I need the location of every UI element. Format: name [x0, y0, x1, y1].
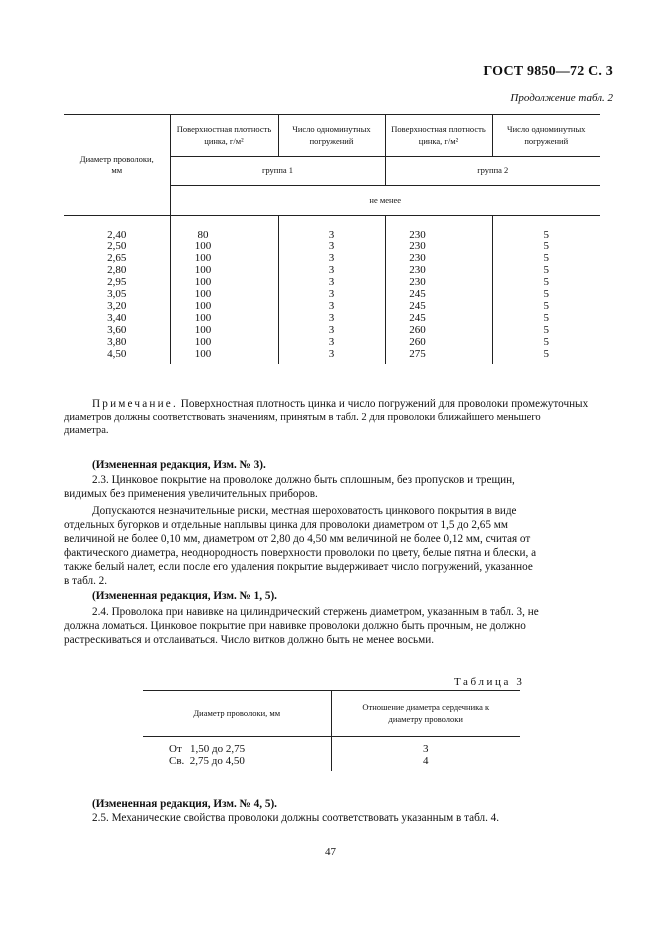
col-header-immersions-2: Число одноминутных погружений — [492, 115, 600, 157]
cell-diameter: 2,95 — [64, 277, 170, 289]
edit-note-2: (Измененная редакция, Изм. № 1, 5). — [92, 590, 277, 602]
p-allowed-line-3: величиной не более 0,10 мм, диаметром от 2,80 до 4,50 мм величиной не более 0,12 мм, считая от — [64, 533, 531, 545]
cell-immersions-1: 3 — [278, 230, 385, 242]
p-allowed-line-6: в табл. 2. — [64, 575, 108, 587]
cell-immersions-1: 3 — [278, 325, 385, 337]
cell-immersions-2: 5 — [543, 228, 549, 241]
cell-immersions-1: 3 — [278, 289, 385, 301]
cell-density-2: 230 — [385, 265, 492, 277]
p-allowed-line-5: также белый налет, если после его удаления покрытие выдерживает число погружений, указанное — [64, 561, 533, 573]
cell-diameter: 2,65 — [64, 253, 170, 265]
cell-density-1: 100 — [170, 301, 278, 313]
p24-line-2: должна ломаться. Цинковое покрытие при навивке проволоки должно быть прочным, не должно — [64, 620, 526, 632]
note-line-2: диаметров должны соответствовать значениям, принятым в табл. 2 для проволоки ближайшего меньшего — [64, 412, 541, 423]
cell-immersions-1: 3 — [278, 301, 385, 313]
cell-density-1: 100 — [170, 289, 278, 301]
table-row — [143, 755, 520, 767]
table-row — [64, 337, 600, 349]
cell-diameter: 4,50 — [64, 349, 170, 361]
note-label: Примечание. — [92, 398, 178, 410]
cell-density-2: 245 — [385, 313, 492, 325]
cell-diameter: 2,80 — [64, 265, 170, 277]
col-header-immersions-1: Число одноминутных погружений — [278, 115, 385, 157]
cell-immersions-2: 5 — [543, 347, 549, 360]
cell-density-1: 100 — [170, 349, 278, 361]
cell-immersions-1: 3 — [278, 313, 385, 325]
group-2-header: группа 2 — [385, 157, 600, 186]
cell-density-2: 245 — [385, 289, 492, 301]
min-value-header: не менее — [170, 186, 600, 216]
cell-immersions-2: 5 — [543, 288, 549, 301]
cell-density-2: 230 — [385, 241, 492, 253]
table-3 — [143, 690, 520, 771]
cell-density-1: 100 — [170, 253, 278, 265]
table-row — [64, 325, 600, 337]
cell-density-1: 80 — [170, 230, 278, 242]
p25: 2.5. Механические свойства проволоки должны соответствовать указанным в табл. 4. — [92, 812, 500, 824]
cell-immersions-2: 5 — [543, 311, 549, 324]
cell-density-2: 230 — [385, 253, 492, 265]
p-allowed-line-2: отдельных бугорков и отдельные наплывы цинка для проволоки диаметром от 1,5 до 2,65 мм — [64, 519, 508, 531]
cell-immersions-1: 3 — [278, 349, 385, 361]
table-row — [143, 743, 520, 755]
p-allowed-line-1: Допускаются незначительные риски, местная шероховатость цинкового покрытия в виде — [92, 505, 517, 517]
cell-diameter: 3,80 — [64, 337, 170, 349]
note-line-1: Примечание. Поверхностная плотность цинка и число погружений для проволоки промежуточных — [92, 398, 589, 410]
t3-cell-diameter: Св. 2,75 до 4,50 — [143, 755, 331, 767]
cell-immersions-2: 5 — [543, 252, 549, 265]
col-header-density-2: Поверхностная плотность цинка, г/м² — [385, 115, 492, 157]
t3-header-diameter: Диаметр проволоки, мм — [143, 691, 331, 737]
cell-density-2: 275 — [385, 349, 492, 361]
p23-line-1: 2.3. Цинковое покрытие на проволоке должно быть сплошным, без пропусков и трещин, — [92, 474, 515, 486]
t3-cell-ratio: 4 — [423, 754, 429, 767]
cell-density-2: 230 — [385, 277, 492, 289]
edit-note-1: (Измененная редакция, Изм. № 3). — [92, 459, 266, 471]
cell-immersions-1: 3 — [278, 337, 385, 349]
p23-line-2: видимых без применения увеличительных приборов. — [64, 488, 318, 500]
edit-note-3: (Измененная редакция, Изм. № 4, 5). — [92, 798, 277, 810]
group-1-header: группа 1 — [170, 157, 385, 186]
cell-density-2: 260 — [385, 325, 492, 337]
cell-immersions-1: 3 — [278, 241, 385, 253]
col-header-density-1: Поверхностная плотность цинка, г/м² — [170, 115, 278, 157]
col-header-diameter: Диаметр проволоки, мм — [64, 115, 170, 216]
cell-density-1: 100 — [170, 337, 278, 349]
cell-immersions-2: 5 — [543, 299, 549, 312]
cell-immersions-1: 3 — [278, 253, 385, 265]
cell-diameter: 3,40 — [64, 313, 170, 325]
cell-immersions-2: 5 — [543, 276, 549, 289]
table-2 — [64, 114, 600, 364]
table-continuation-label: Продолжение табл. 2 — [510, 92, 613, 104]
table-3-caption: Таблица 3 — [454, 676, 525, 688]
cell-immersions-2: 5 — [543, 323, 549, 336]
note-line-3: диаметра. — [64, 425, 109, 436]
t3-cell-diameter: От 1,50 до 2,75 — [143, 743, 331, 755]
t3-header-ratio: Отношение диаметра сердечника к диаметру проволоки — [331, 691, 520, 737]
cell-immersions-1: 3 — [278, 277, 385, 289]
p-allowed-line-4: фактического диаметра, неоднородность поверхности проволоки по цвету, белые пятна и блески, а — [64, 547, 537, 559]
cell-density-2: 230 — [385, 230, 492, 242]
cell-density-1: 100 — [170, 241, 278, 253]
cell-density-2: 245 — [385, 301, 492, 313]
document-header: ГОСТ 9850—72 С. 3 — [483, 64, 613, 79]
cell-diameter: 2,40 — [64, 230, 170, 242]
cell-immersions-2: 5 — [543, 240, 549, 253]
cell-diameter: 2,50 — [64, 241, 170, 253]
p24-line-3: растрескиваться и отслаиваться. Число витков должно быть не менее восьми. — [64, 634, 434, 646]
table-row — [64, 313, 600, 325]
cell-diameter: 3,05 — [64, 289, 170, 301]
cell-immersions-2: 5 — [543, 264, 549, 277]
cell-diameter: 3,20 — [64, 301, 170, 313]
cell-diameter: 3,60 — [64, 325, 170, 337]
cell-density-1: 100 — [170, 265, 278, 277]
cell-immersions-1: 3 — [278, 265, 385, 277]
cell-density-1: 100 — [170, 325, 278, 337]
cell-density-1: 100 — [170, 277, 278, 289]
page-number: 47 — [325, 846, 336, 858]
t3-cell-ratio: 3 — [423, 742, 429, 755]
table-row — [64, 349, 600, 361]
cell-density-1: 100 — [170, 313, 278, 325]
cell-immersions-2: 5 — [543, 335, 549, 348]
p24-line-1: 2.4. Проволока при навивке на цилиндрический стержень диаметром, указанным в табл. 3, не — [92, 606, 539, 618]
cell-density-2: 260 — [385, 337, 492, 349]
